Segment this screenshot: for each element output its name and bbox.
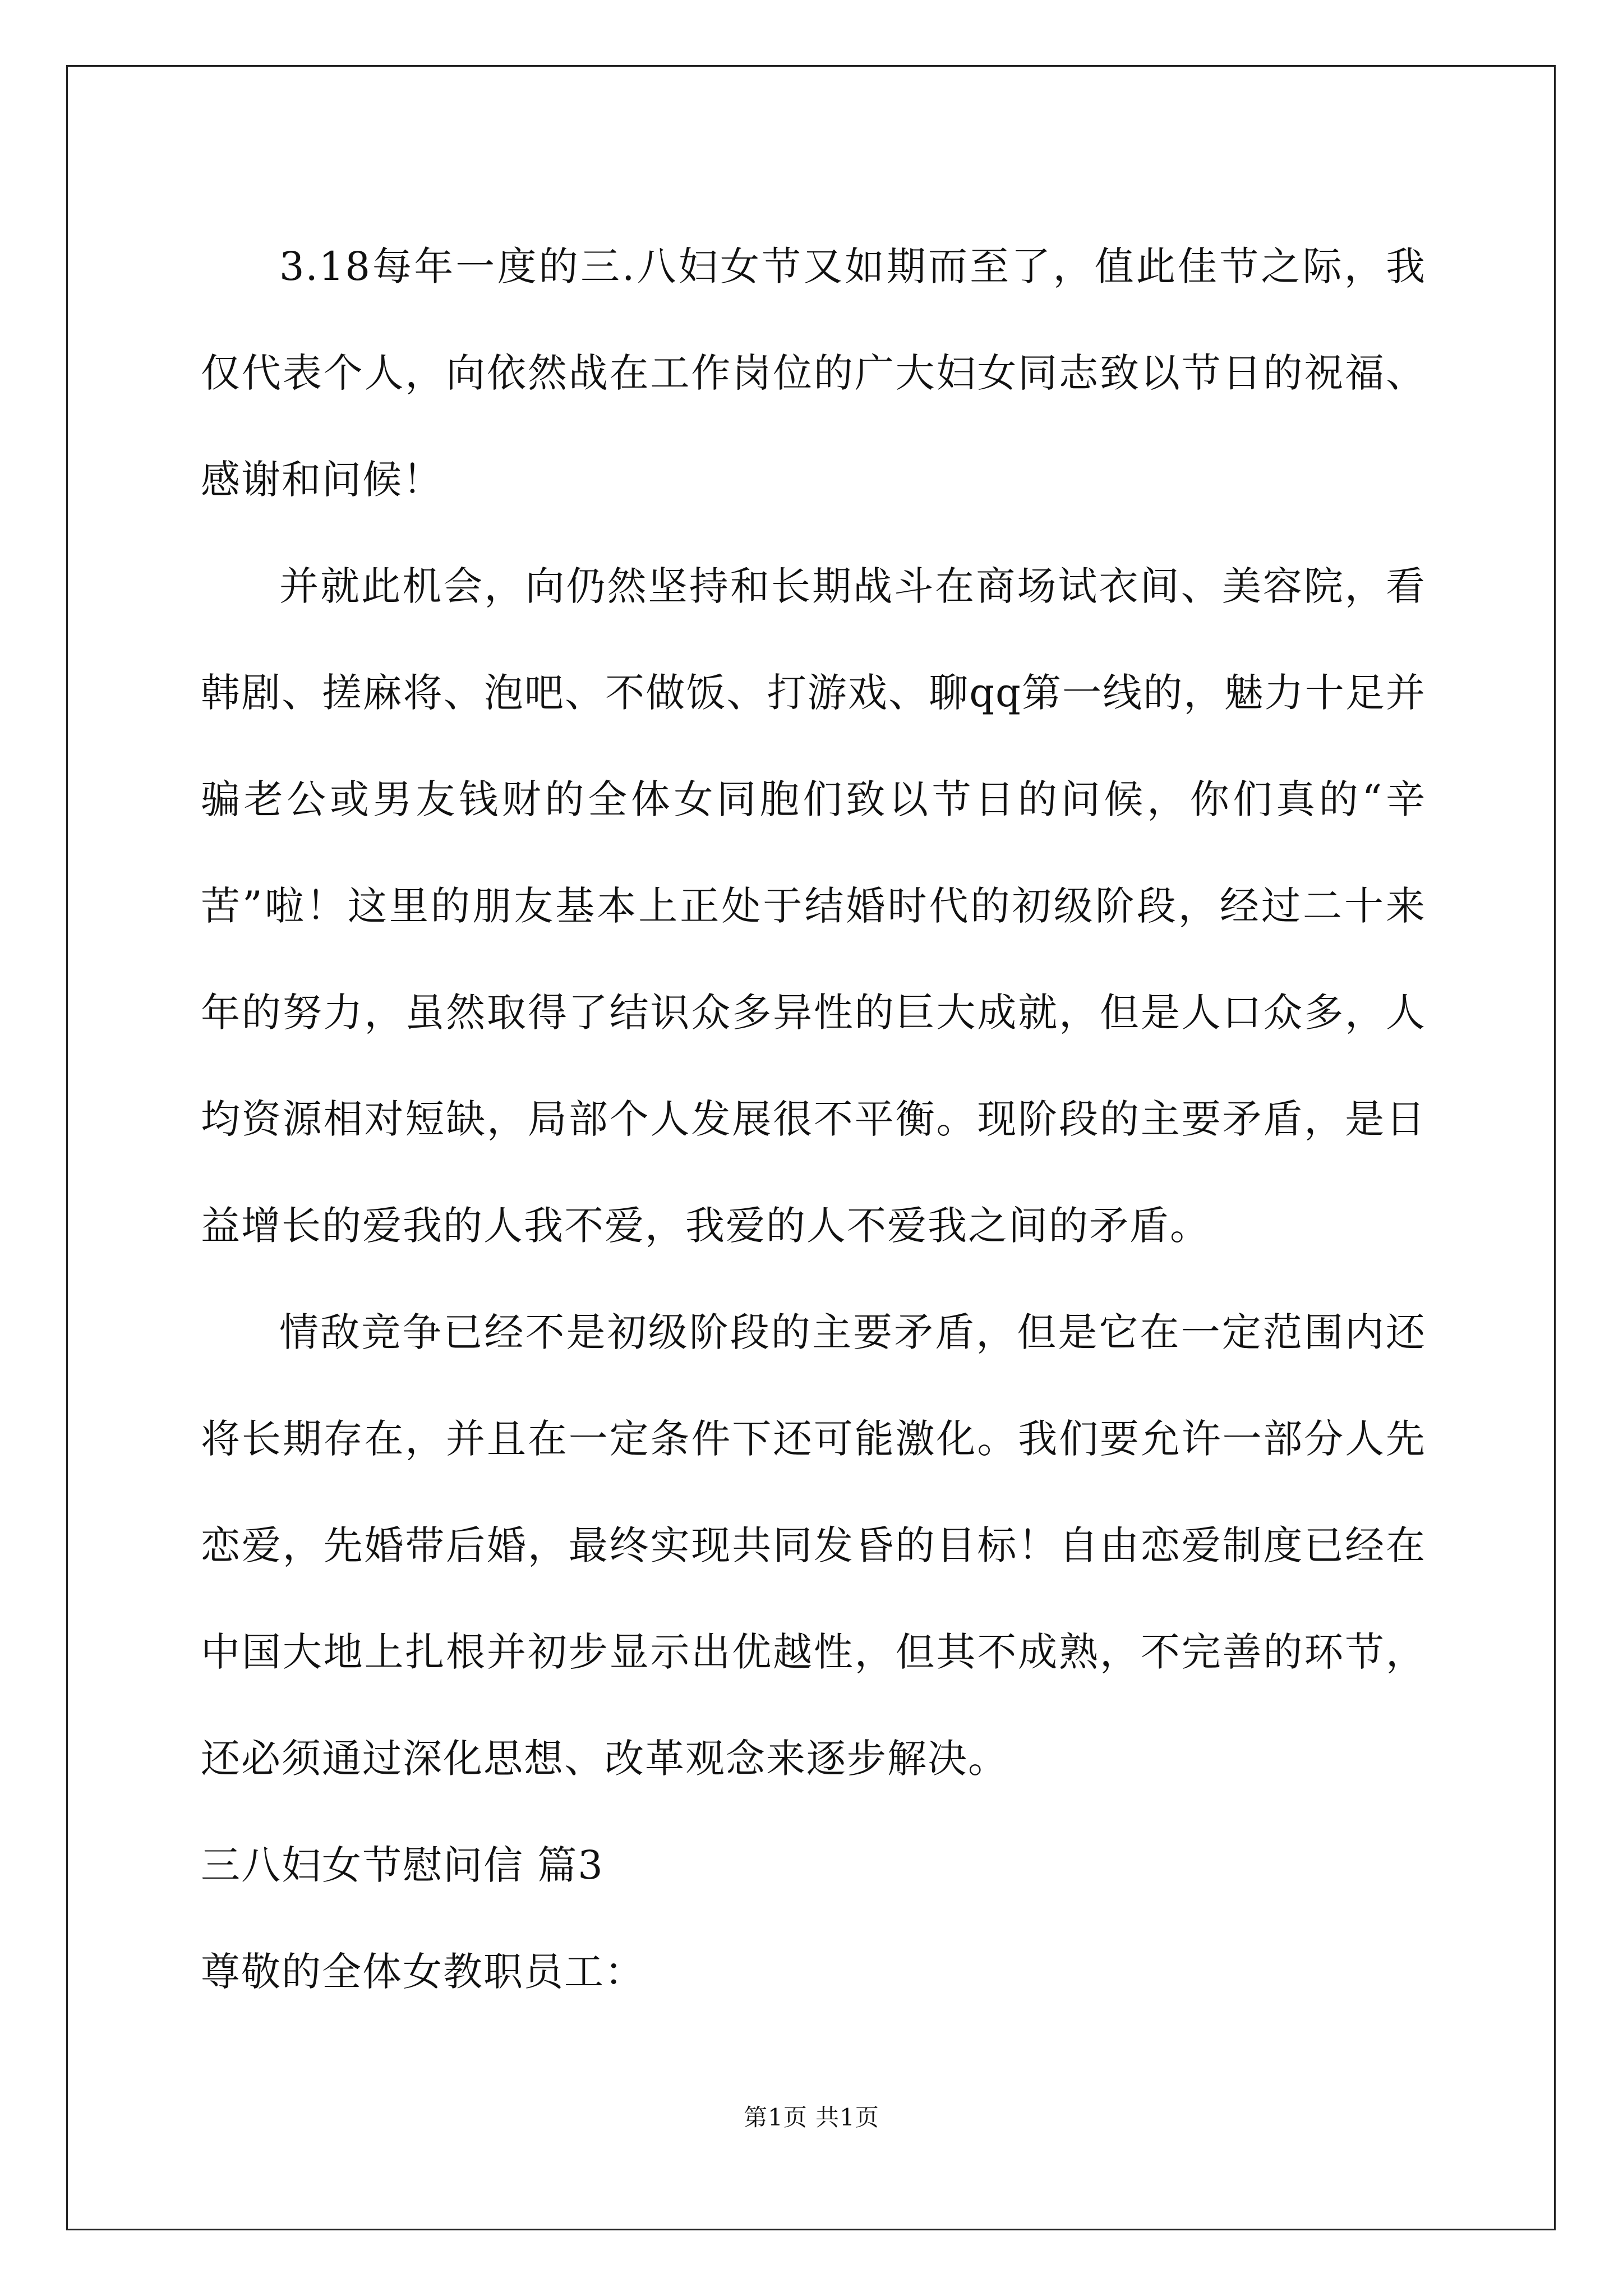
section-title: 三八妇女节慰问信 篇3: [201, 1842, 604, 1888]
paragraph-2: 并就此机会，向仍然坚持和长期战斗在商场试衣间、美容院，看韩剧、搓麻将、泡吧、不做饭、打游戏、聊qq第一线的，魅力十足并骗老公或男友钱财的全体女同胞们致以节日的问候，你们真的“辛苦”啦！这里的朋友基本上正处于结婚时代的初级阶段，经过二十来年的努力，虽然取得了结识众多异性的巨大成就，但是人口众多，人均资源相对短缺，局部个人发展很不平衡。现阶段的主要矛盾，是日益增长的爱我的人我不爱，我爱的人不爱我之间的矛盾。: [201, 563, 1426, 1249]
page-footer: 第1页 共1页: [744, 2104, 879, 2131]
paragraph-1: 3.18每年一度的三.八妇女节又如期而至了，值此佳节之际，我仅代表个人，向依然战在工作岗位的广大妇女同志致以节日的祝福、感谢和问候！: [201, 243, 1426, 503]
paragraph-3: 情敌竞争已经不是初级阶段的主要矛盾，但是它在一定范围内还将长期存在，并且在一定条件下还可能激化。我们要允许一部分人先恋爱，先婚带后婚，最终实现共同发昏的目标！自由恋爱制度已经在中国大地上扎根并初步显示出优越性，但其不成熟，不完善的环节，还必须通过深化思想、改革观念来逐步解决。: [201, 1309, 1426, 1782]
document-body: [201, 213, 1426, 2025]
salutation: 尊敬的全体女教职员工：: [201, 1949, 645, 1995]
